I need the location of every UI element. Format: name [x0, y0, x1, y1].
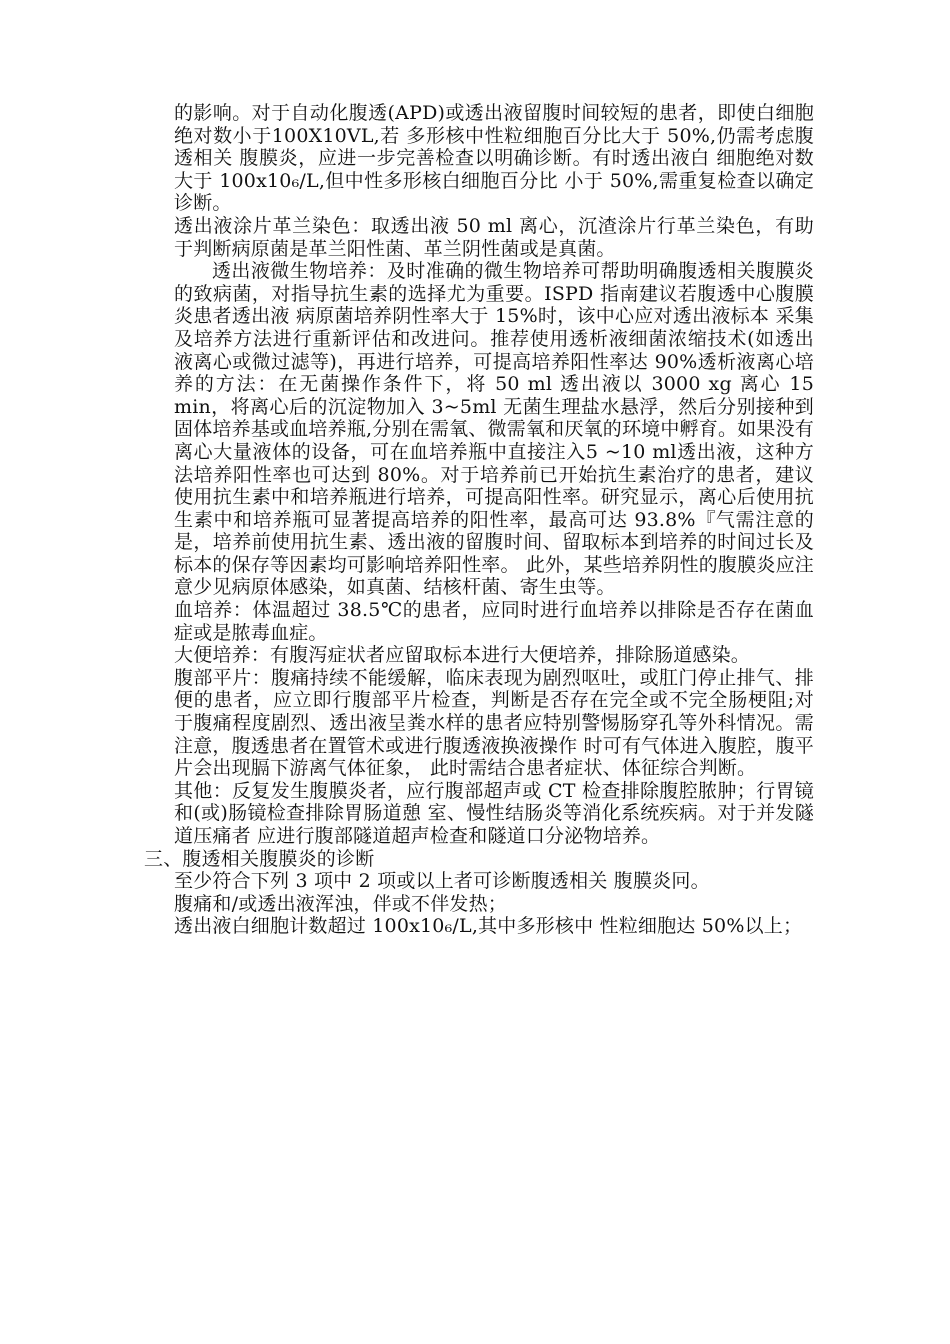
paragraph-criterion-1: 腹痛和/或透出液浑浊，伴或不伴发热；	[174, 892, 508, 915]
paragraph-blood-culture: 血培养：体温超过 38.5℃的患者，应同时进行血培养以排除是否存在菌血症或是脓毒血症。	[174, 599, 814, 644]
paragraph-culture: 透出液微生物培养：及时准确的微生物培养可帮助明确腹透相关腹膜炎的致病菌，对指导抗生素的选择尤为重要。ISPD 指南建议若腹透中心腹膜炎患者透出液 病原菌培养阴性率大于 15%时，该中心应对透出液标本 采集及培养方法进行重新评估和改进问。推荐使用透析液细菌浓缩技术(如透出液离心或微过滤等)，再进行培养，可提高培养阳性率达 90%透析液离心培养的方法：在无菌操作条件下，将 50 ml 透出液以 3000 xg 离心 15 min，将离心后的沉淀物加入 3~5ml 无菌生理盐水悬浮，然后分别接种到固体培养基或血培养瓶,分别在需氧、微需氧和厌氧的环境中孵育。如果没有离心大量液体的设备，可在血培养瓶中直接注入5 ~10 ml透出液，这种方法培养阳性率也可达到 80%。对于培养前已开始抗生素治疗的患者，建议使用抗生素中和培养瓶进行培养，可提高阳性率。研究显示，离心后使用抗生素中和培养瓶可显著提高培养的阳性率，最高可达 93.8%『气需注意的是，培养前使用抗生素、透出液的留腹时间、留取标本到培养的时间过长及标本的保存等因素均可影响培养阳性率。 此外，某些培养阴性的腹膜炎应注意少见病原体感染，如真菌、结核杆菌、寄生虫等。	[174, 260, 814, 599]
paragraph-gram-stain: 透出液涂片革兰染色：取透出液 50 ml 离心，沉渣涂片行革兰染色，有助于判断病原菌是革兰阳性菌、革兰阴性菌或是真菌。	[174, 214, 814, 260]
paragraph-abdominal-xray: 腹部平片：腹痛持续不能缓解，临床表现为剧烈呕吐，或肛门停止排气、排便的患者，应立即行腹部平片检查，判断是否存在完全或不完全肠梗阻;对于腹痛程度剧烈、透出液呈粪水样的患者应特别警惕肠穿孔等外科情况。需注意，腹透患者在置管术或进行腹透液换液操作 时可有气体进入腹腔，腹平片会出现膈下游离气体征象， 此时需结合患者症状、体征综合判断。	[174, 666, 814, 780]
paragraph-apd-influence: 的影响。对于自动化腹透(APD)或透出液留腹时间较短的患者，即使白细胞绝对数小于100X10VL,若 多形核中性粒细胞百分比大于 50%,仍需考虑腹透相关 腹膜炎，应进一步完善检查以明确诊断。有时透出液白 细胞绝对数大于 100x10₆/L,但中性多形核白细胞百分比 小于 50%,需重复检查以确定诊断。	[174, 102, 814, 215]
paragraph-criteria-intro: 至少符合下列 3 项中 2 项或以上者可诊断腹透相关 腹膜炎冋。	[174, 870, 710, 893]
document-body	[144, 102, 814, 938]
paragraph-criterion-2: 透出液白细胞计数超过 100x10₆/L,其中多形核中 性粒细胞达 50%以上；	[174, 915, 803, 938]
paragraph-others: 其他：反复发生腹膜炎者，应行腹部超声或 CT 检查排除腹腔脓肿；行胃镜和(或)肠镜检查排除胃肠道憩 室、慢性结肠炎等消化系统疾病。对于并发隧道压痛者 应进行腹部隧道超声检查和隧道口分泌物培养。	[174, 779, 814, 847]
section-heading: 三、腹透相关腹膜炎的诊断	[144, 847, 375, 870]
paragraph-stool-culture: 大便培养：有腹泻症状者应留取标本进行大便培养，排除肠道感染。	[174, 644, 751, 667]
